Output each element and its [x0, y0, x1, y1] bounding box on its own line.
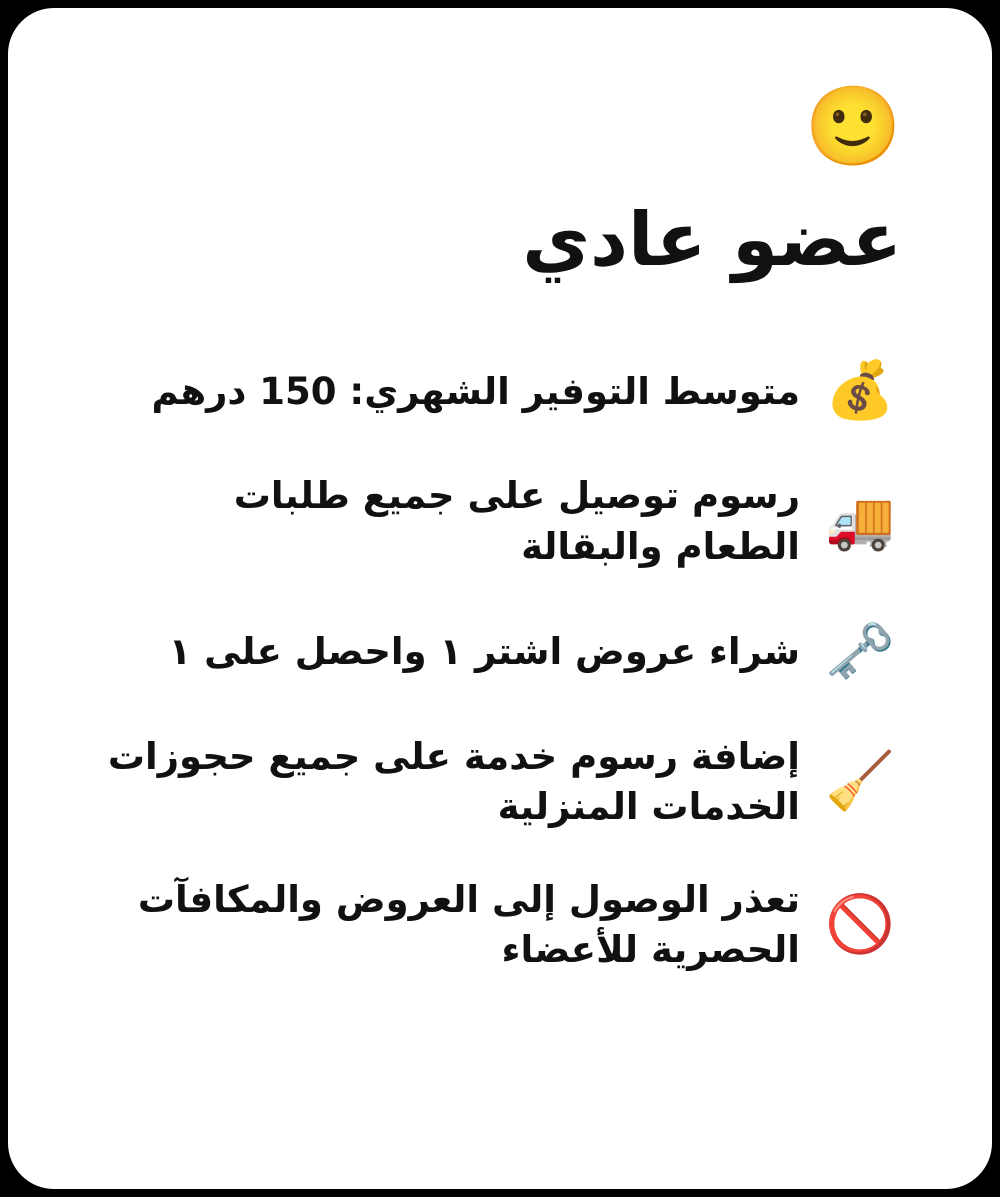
feature-text: رسوم توصيل على جميع طلبات الطعام والبقالة [233, 474, 800, 568]
membership-card [8, 8, 992, 1189]
page-title: عضو عادي [522, 197, 902, 283]
feature-list [8, 353, 992, 1017]
feature-text: إضافة رسوم خدمة على جميع حجوزات الخدمات المنزلية [107, 735, 800, 829]
key-icon: 🗝️ [825, 619, 895, 685]
feature-text: متوسط التوفير الشهري: 150 درهم [151, 369, 800, 413]
list-item [100, 875, 906, 976]
delivery-truck-icon: 🚚 [825, 488, 895, 554]
feature-text: تعذر الوصول إلى العروض والمكافآت الحصرية للأعضاء [137, 877, 800, 971]
list-item [100, 614, 906, 690]
cleaning-supplies-icon: 🧹 [825, 749, 895, 815]
prohibited-icon: 🚫 [825, 891, 895, 957]
card-header [8, 8, 992, 281]
list-item [100, 471, 906, 572]
smiley-face-icon: 🙂 [804, 82, 902, 172]
feature-text: شراء عروض اشتر ١ واحصل على ١ [168, 630, 800, 674]
list-item [100, 732, 906, 833]
money-bag-icon: 💰 [825, 358, 895, 424]
list-item [100, 353, 906, 429]
